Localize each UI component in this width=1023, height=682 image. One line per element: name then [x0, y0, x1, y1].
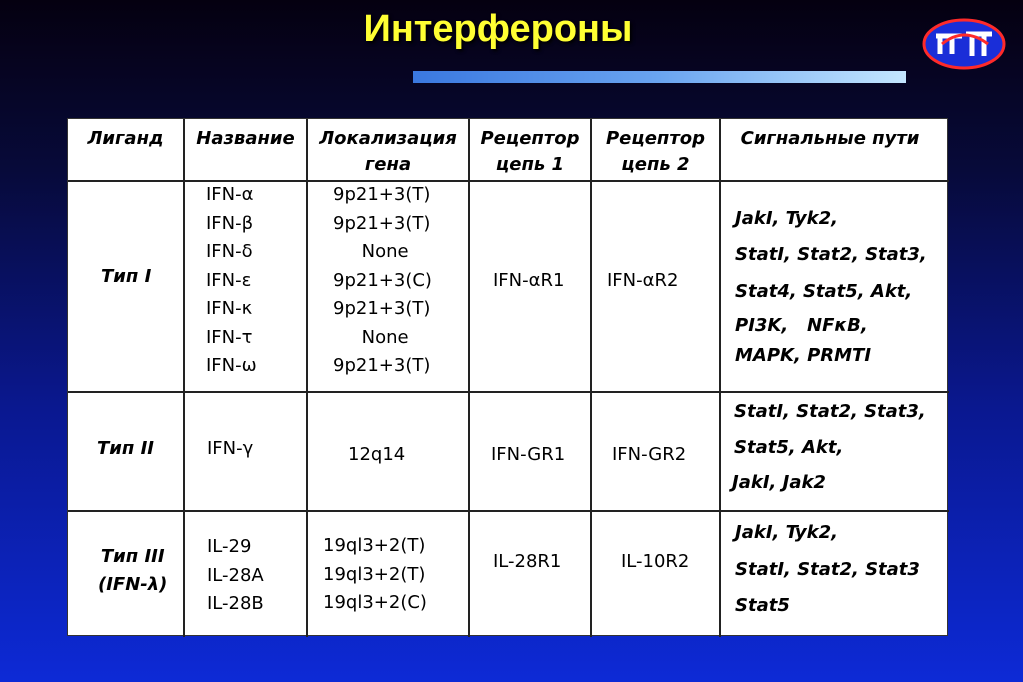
row1-localization: 9p21+3(T) 9p21+3(T) None 9p21+3(C) 9p21+3(T) None 9p21+3(T) — [333, 184, 432, 376]
row1-signaling-line: PI3K, NFκB, — [735, 315, 868, 336]
row3-type: Тип III (IFN-λ) — [98, 546, 168, 595]
header-ligand: Лиганд — [87, 128, 164, 149]
row3-names: IL-29 IL-28A IL-28B — [207, 536, 264, 614]
header-name: Название — [196, 128, 295, 149]
row3-signaling-line: Stat5 — [735, 595, 790, 616]
header-localization: Локализация гена — [319, 128, 457, 175]
row1-signaling-line: Stat4, Stat5, Akt, — [735, 281, 913, 302]
university-logo-icon — [922, 18, 1006, 70]
row2-receptor2: IFN-GR2 — [612, 444, 687, 465]
row1-receptor1: IFN-αR1 — [493, 270, 565, 291]
header-receptor-1: Рецептор цепь 1 — [480, 128, 580, 175]
header-receptor-2: Рецептор цепь 2 — [605, 128, 706, 175]
row1-signaling-line: JakI, Tyk2, — [735, 208, 838, 229]
row1-signaling-line: MAPK, PRMTI — [735, 345, 872, 366]
row2-localization: 12q14 — [348, 444, 406, 465]
col-divider — [590, 119, 592, 637]
header-signaling: Сигнальные пути — [740, 128, 920, 149]
row2-names: IFN-γ — [207, 438, 254, 459]
row2-receptor1: IFN-GR1 — [491, 444, 566, 465]
row3-localization: 19ql3+2(T) 19ql3+2(T) 19ql3+2(C) — [323, 535, 427, 613]
row3-receptor1: IL-28R1 — [493, 551, 562, 572]
row-divider — [68, 391, 949, 393]
row1-receptor2: IFN-αR2 — [607, 270, 679, 291]
col-divider — [306, 119, 308, 637]
row-divider — [68, 510, 949, 512]
interferon-table — [67, 118, 948, 636]
row-divider — [68, 180, 949, 182]
page-title: Интерфероны — [363, 8, 633, 50]
row2-signaling-line: Stat5, Akt, — [734, 437, 844, 458]
row3-signaling-line: JakI, Tyk2, — [735, 522, 838, 543]
row3-receptor2: IL-10R2 — [621, 551, 690, 572]
row1-signaling-line: StatI, Stat2, Stat3, — [735, 244, 927, 265]
row2-signaling-line: JakI, Jak2 — [732, 472, 826, 493]
row1-names: IFN-α IFN-β IFN-δ IFN-ε IFN-κ IFN-τ IFN-ω — [206, 184, 257, 376]
col-divider — [468, 119, 470, 637]
row2-type: Тип II — [97, 438, 154, 459]
row1-type: Тип I — [101, 266, 152, 287]
col-divider — [719, 119, 721, 637]
title-underline-bar — [413, 71, 906, 83]
row3-signaling-line: StatI, Stat2, Stat3 — [735, 559, 920, 580]
col-divider — [183, 119, 185, 637]
row2-signaling-line: StatI, Stat2, Stat3, — [734, 401, 926, 422]
